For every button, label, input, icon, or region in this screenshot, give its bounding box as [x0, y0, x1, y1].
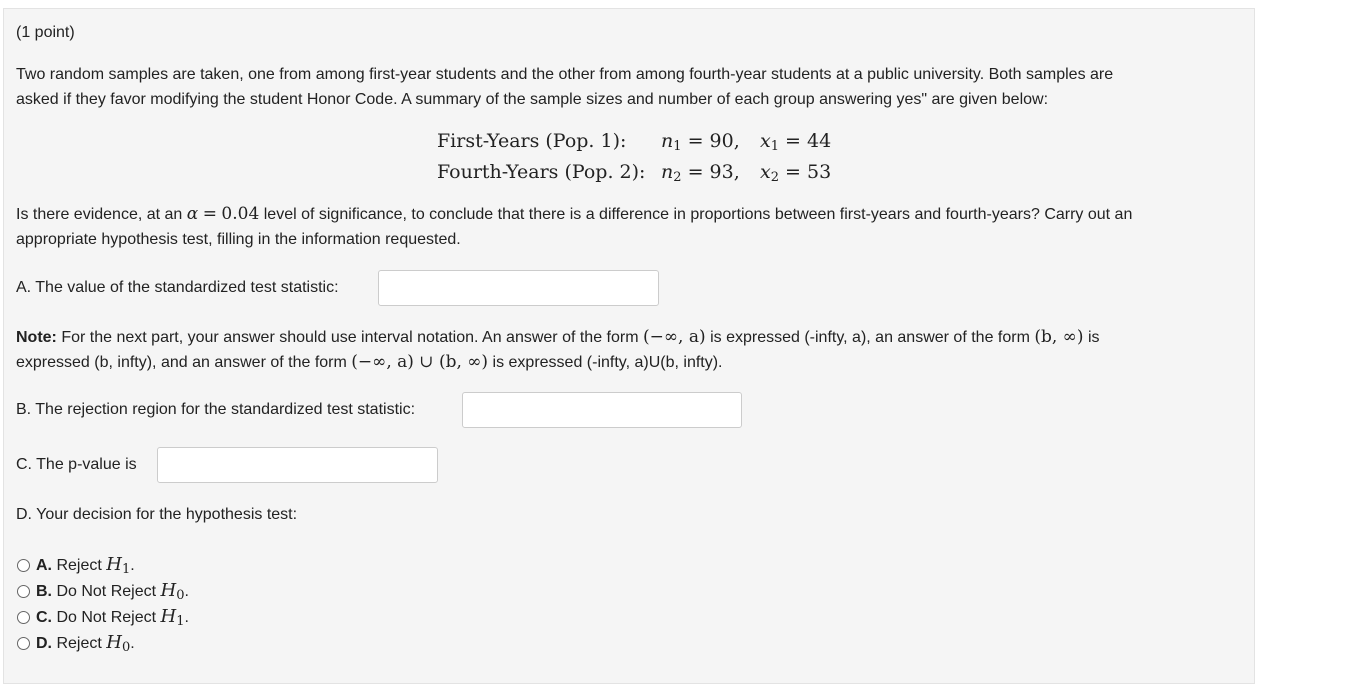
- hypothesis-var: H: [160, 606, 177, 627]
- p-value-input[interactable]: [157, 447, 438, 483]
- note-text-4: expressed (b, infty), and an answer of the form: [16, 354, 347, 371]
- intro-line-1: Two random samples are taken, one from among first-year students and the other from among fourth-year students at a public university. Both samples are: [16, 66, 1114, 83]
- question-line-1: [16, 202, 1132, 227]
- option-c-label[interactable]: C. Do Not Reject $H_1$.: [36, 606, 189, 629]
- n-sub: 2: [673, 170, 682, 185]
- x-sub: 1: [770, 139, 779, 154]
- test-statistic-input[interactable]: [378, 270, 659, 306]
- radio-option-b[interactable]: [17, 585, 30, 598]
- interval-left-unbounded: (−∞, a): [643, 327, 706, 347]
- option-letter: A.: [36, 557, 52, 574]
- radio-option-c[interactable]: [17, 611, 30, 624]
- interval-right-unbounded: (b, ∞): [1034, 327, 1084, 347]
- hypothesis-var: H: [106, 554, 122, 575]
- question-pre: Is there evidence, at an: [16, 206, 183, 223]
- note-text-3: is: [1087, 329, 1100, 346]
- intro-line-2: asked if they favor modifying the student Honor Code. A summary of the sample sizes and number of each group answering yes" are given below:: [16, 91, 1049, 108]
- hypothesis-sub: 0: [121, 640, 131, 655]
- alpha-symbol: α: [186, 204, 199, 224]
- row1-label: First-Years (Pop. 1):: [437, 130, 627, 152]
- option-text: Do Not Reject: [56, 609, 157, 626]
- option-d-label[interactable]: D. Reject $H_0$.: [36, 632, 135, 655]
- note-line-2: [16, 350, 723, 375]
- row2-x: $x_2 = 53$: [760, 161, 832, 185]
- hypothesis-var: H: [160, 580, 177, 601]
- part-b-label: B. The rejection region for the standardized test statistic:: [16, 401, 416, 418]
- n-value: 93,: [709, 161, 740, 183]
- note-line-1: [16, 325, 1100, 350]
- option-letter: B.: [36, 583, 52, 600]
- question-line-2: appropriate hypothesis test, filling in the information requested.: [16, 231, 461, 248]
- points-label: (1 point): [16, 24, 75, 41]
- option-letter: C.: [36, 609, 52, 626]
- option-a-label[interactable]: A. Reject $H_1$.: [36, 554, 135, 577]
- n-var: n: [661, 130, 674, 152]
- note-text-5: is expressed (-infty, a)U(b, infty).: [492, 354, 723, 371]
- radio-option-d[interactable]: [17, 637, 30, 650]
- x-value: 44: [807, 130, 832, 152]
- hypothesis-sub: 0: [176, 588, 185, 603]
- n-sub: 1: [673, 139, 682, 154]
- option-letter: D.: [36, 635, 52, 652]
- note-text-2: is expressed (-infty, a), an answer of the form: [710, 329, 1030, 346]
- row2-label: Fourth-Years (Pop. 2):: [437, 161, 646, 183]
- hypothesis-sub: 1: [176, 614, 185, 629]
- alpha-value: 0.04: [221, 204, 260, 224]
- interval-union: (−∞, a) ∪ (b, ∞): [351, 352, 489, 372]
- option-text: Do Not Reject: [56, 583, 157, 600]
- option-text: Reject: [56, 635, 102, 652]
- part-d-label: D. Your decision for the hypothesis test:: [16, 506, 298, 523]
- note-text-1: For the next part, your answer should use interval notation. An answer of the form: [61, 329, 639, 346]
- n-value: 90,: [709, 130, 740, 152]
- radio-option-a[interactable]: [17, 559, 30, 572]
- x-sub: 2: [770, 170, 779, 185]
- x-var: x: [760, 161, 771, 183]
- x-value: 53: [807, 161, 832, 183]
- n-var: n: [661, 161, 674, 183]
- question-post: level of significance, to conclude that there is a difference in proportions between first-years and fourth-years? Carry out an: [263, 206, 1133, 223]
- option-text: Reject: [56, 557, 102, 574]
- row1-x: $x_1 = 44$: [760, 130, 832, 154]
- hypothesis-var: H: [106, 632, 122, 653]
- x-var: x: [760, 130, 771, 152]
- row1-n: $n_1 = 90$,: [661, 130, 740, 154]
- note-bold: Note:: [16, 329, 57, 346]
- hypothesis-sub: 1: [121, 562, 131, 577]
- row2-n: $n_2 = 93$,: [661, 161, 740, 185]
- option-b-label[interactable]: B. Do Not Reject $H_0$.: [36, 580, 189, 603]
- part-c-label: C. The p-value is: [16, 456, 137, 473]
- alpha-eq: =: [202, 204, 217, 224]
- part-a-label: A. The value of the standardized test statistic:: [16, 279, 339, 296]
- rejection-region-input[interactable]: [462, 392, 742, 428]
